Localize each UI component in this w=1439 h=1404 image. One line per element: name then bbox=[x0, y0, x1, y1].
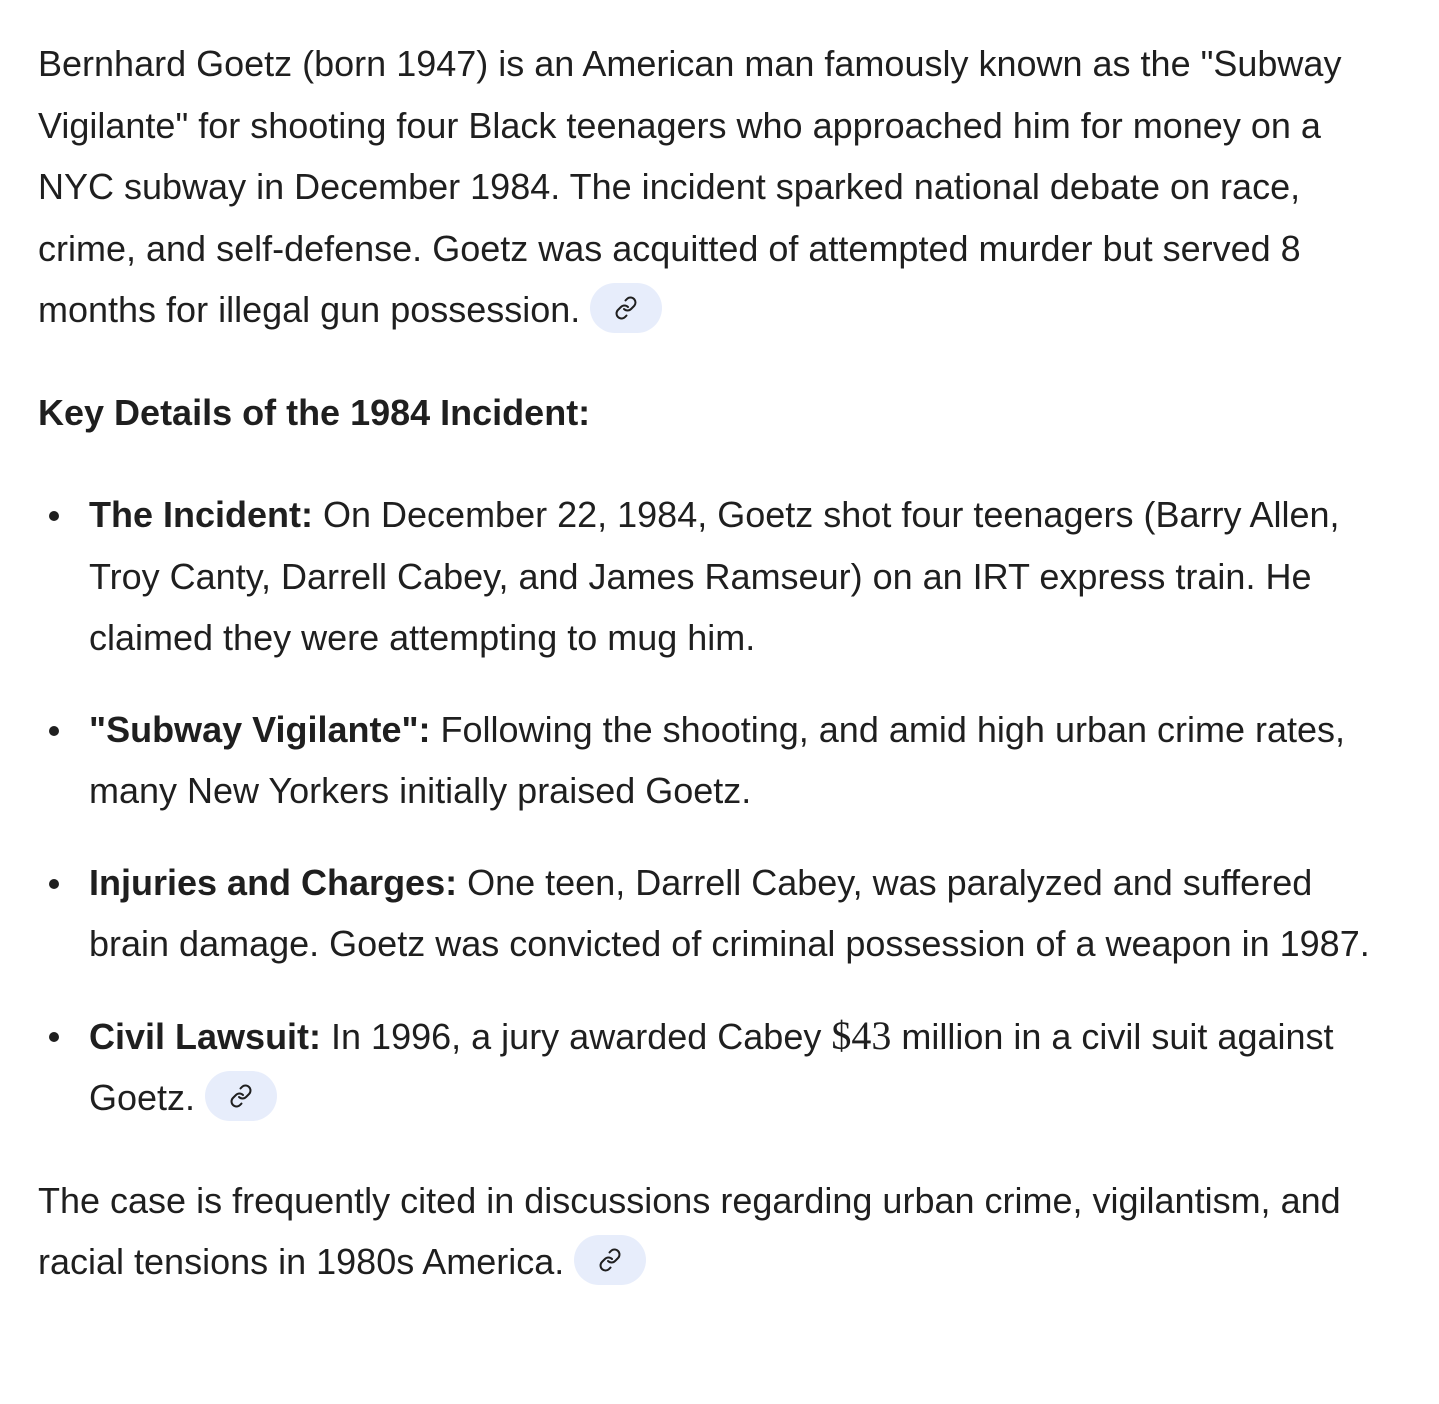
bullet-dot bbox=[49, 511, 59, 521]
link-icon bbox=[229, 1084, 253, 1108]
source-link-chip[interactable] bbox=[205, 1071, 277, 1121]
closing-text: The case is frequently cited in discussions regarding urban crime, vigilantism, and racial tensions in 1980s America. bbox=[38, 1179, 1341, 1282]
section-heading: Key Details of the 1984 Incident: bbox=[38, 391, 591, 433]
bullet-dot bbox=[49, 1032, 59, 1042]
item-text: One teen, Darrell Cabey, was paralyzed and suffered brain damage. Goetz was convicted of criminal possession of a weapon in 1987. bbox=[89, 861, 1370, 964]
item-text-after: million in a civil suit against Goetz. bbox=[89, 1015, 1334, 1118]
bullet-dot bbox=[49, 726, 59, 736]
intro-paragraph bbox=[38, 33, 1383, 341]
bullet-dot bbox=[49, 879, 59, 889]
source-link-chip[interactable] bbox=[590, 283, 662, 333]
item-text-before: In 1996, a jury awarded Cabey bbox=[321, 1015, 832, 1057]
response-content bbox=[38, 33, 1383, 1293]
list-item bbox=[38, 852, 1383, 975]
link-icon bbox=[598, 1248, 622, 1272]
list-item bbox=[38, 699, 1383, 822]
item-label: Injuries and Charges: bbox=[89, 861, 458, 903]
closing-paragraph bbox=[38, 1170, 1383, 1293]
intro-text: Bernhard Goetz (born 1947) is an American man famously known as the "Subway Vigilante" for shooting four Black teenagers who approached him for money on a NYC subway in December 1984. The incident sparked national debate on race, crime, and self-defense. Goetz was acquitted of attempted murder but served 8 months for illegal gun possession. bbox=[38, 43, 1342, 330]
item-label: Civil Lawsuit: bbox=[89, 1015, 322, 1057]
item-label: The Incident: bbox=[89, 494, 313, 535]
link-icon bbox=[614, 296, 638, 320]
item-text: Following the shooting, and amid high urban crime rates, many New Yorkers initially praised Goetz. bbox=[89, 708, 1346, 811]
item-label: "Subway Vigilante": bbox=[89, 708, 431, 750]
award-amount: $43 bbox=[831, 1012, 892, 1058]
list-item bbox=[38, 1005, 1383, 1129]
item-text: On December 22, 1984, Goetz shot four teenagers (Barry Allen, Troy Canty, Darrell Cabey, and James Ramseur) on an IRT express train. He claimed they were attempting to mug him. bbox=[89, 494, 1340, 658]
list-item bbox=[38, 484, 1383, 669]
source-link-chip[interactable] bbox=[574, 1235, 646, 1285]
details-list bbox=[38, 484, 1383, 1129]
